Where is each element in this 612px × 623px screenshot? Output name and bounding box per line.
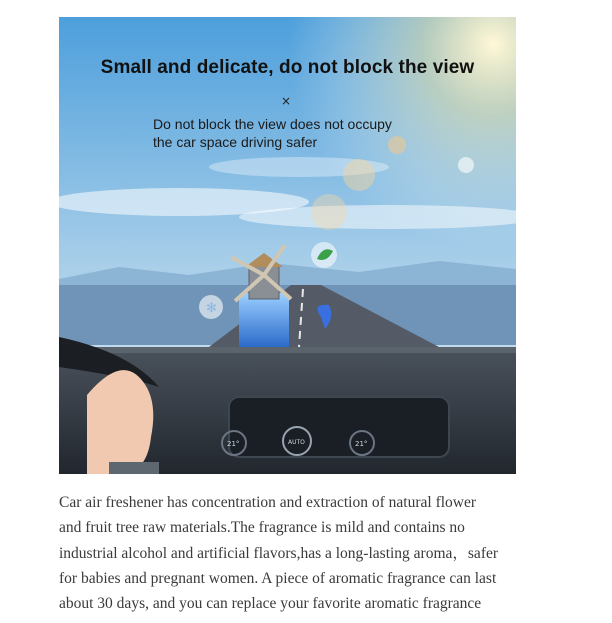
close-icon: × [281,94,292,108]
svg-text:✻: ✻ [206,301,217,316]
subcaption-line: Do not block the view does not occupy [153,116,392,132]
subcaption-line: the car space driving safer [153,134,318,150]
hero-headline: Small and delicate, do not block the view [100,57,475,78]
dash-temp-right: 21° [355,440,368,448]
car-scene-illustration [59,17,516,474]
hero-subcaption [153,115,453,151]
description-line: industrial alcohol and artificial flavors,has a long-lasting aroma，safer [59,544,499,562]
description-line: Car air freshener has concentration and extraction of natural flower [59,494,477,511]
product-description [59,490,529,616]
description-line: for babies and pregnant women. A piece of aromatic fragrance can last [59,569,497,587]
dash-temp-left: 21° [227,440,240,448]
description-line: about 30 days, and you can replace your favorite aromatic fragrance [59,595,482,613]
dash-auto-label: AUTO [288,439,305,446]
description-line: and fruit tree raw materials.The fragrance is mild and contains no [59,519,465,537]
product-image [59,17,516,474]
